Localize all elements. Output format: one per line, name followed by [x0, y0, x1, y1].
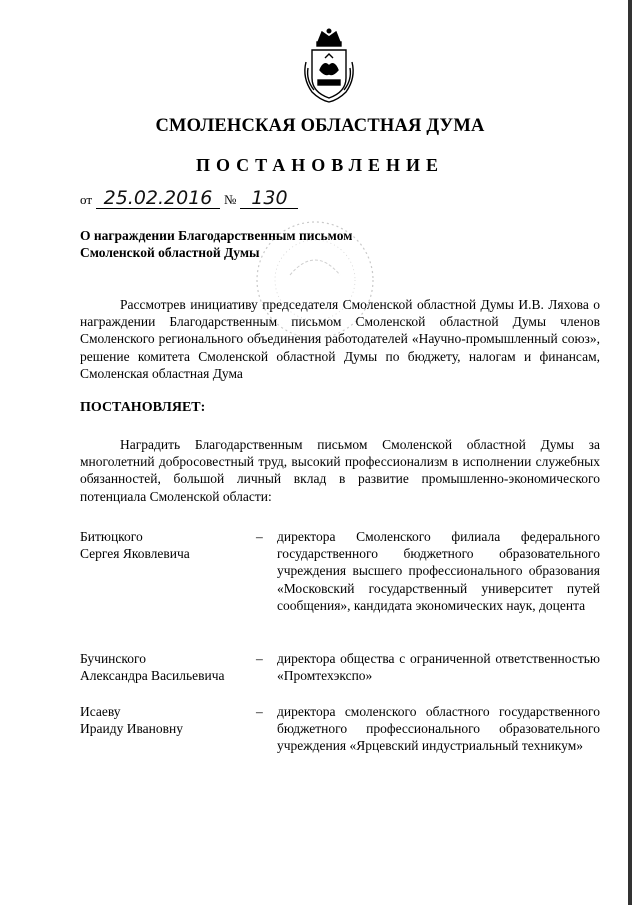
number-prefix: №	[224, 192, 237, 207]
handwritten-date: 25.02.2016	[96, 188, 220, 209]
recipient-position: директора смоленского областного государственного бюджетного профессионального образовательного учреждения «Ярцевский индустриальный техникум»	[277, 704, 600, 754]
preamble-paragraph: Рассмотрев инициативу председателя Смоленской областной Думы И.В. Ляхова о награждении Благодарственным письмом Смоленской областной Думы членов Смоленского регионального объединения работодателей «Научно-промышленный союз», решение комитета Смоленской областной Думы по бюджету, налогам и финансам, Смоленская областная Дума	[80, 297, 600, 381]
recipient-position: директора общества с ограниченной ответственностью «Промтехэкспо»	[277, 651, 600, 684]
recipient-name	[80, 703, 250, 737]
recipient-name	[80, 650, 250, 684]
recipient-surname: Битюцкого	[80, 529, 143, 544]
recipient-entry	[80, 528, 600, 632]
recipient-entry	[80, 703, 600, 793]
coat-of-arms-emblem	[298, 28, 360, 104]
recipient-name	[80, 528, 250, 562]
recipient-dash: –	[256, 529, 263, 544]
recipient-dash: –	[256, 651, 263, 666]
recipient-given-names: Сергея Яковлевича	[80, 546, 190, 562]
document-type-title: ПОСТАНОВЛЕНИЕ	[195, 155, 445, 175]
resolves-heading: ПОСТАНОВЛЯЕТ:	[80, 400, 206, 415]
recipient-surname: Исаеву	[80, 704, 121, 719]
recipient-given-names: Александра Васильевича	[80, 668, 225, 684]
recipient-position: директора Смоленского филиала федерального государственного бюджетного образовательного учреждения высшего профессионального образования «Московский государственный университет путей сообщения», кандидата экономических наук, доцента	[277, 529, 600, 613]
date-number-line	[80, 188, 298, 209]
award-paragraph: Наградить Благодарственным письмом Смоленской областной Думы за многолетний добросовестный труд, высокий профессионализм в исполнении служебных обязанностей, большой личный вклад в развитие промышленно-экономического потенциала Смоленской области:	[80, 437, 600, 504]
scan-edge	[628, 0, 632, 905]
recipient-dash: –	[256, 704, 263, 719]
handwritten-number: 130	[240, 188, 298, 209]
organization-title: СМОЛЕНСКАЯ ОБЛАСТНАЯ ДУМА	[155, 116, 485, 136]
subject-line-1: О награждении Благодарственным письмом	[80, 228, 353, 243]
recipient-surname: Бучинского	[80, 651, 146, 666]
recipient-given-names: Ираиду Ивановну	[80, 721, 183, 737]
recipient-entry	[80, 650, 600, 686]
subject-line-2: Смоленской областной Думы	[80, 245, 260, 260]
date-prefix: от	[80, 192, 93, 207]
